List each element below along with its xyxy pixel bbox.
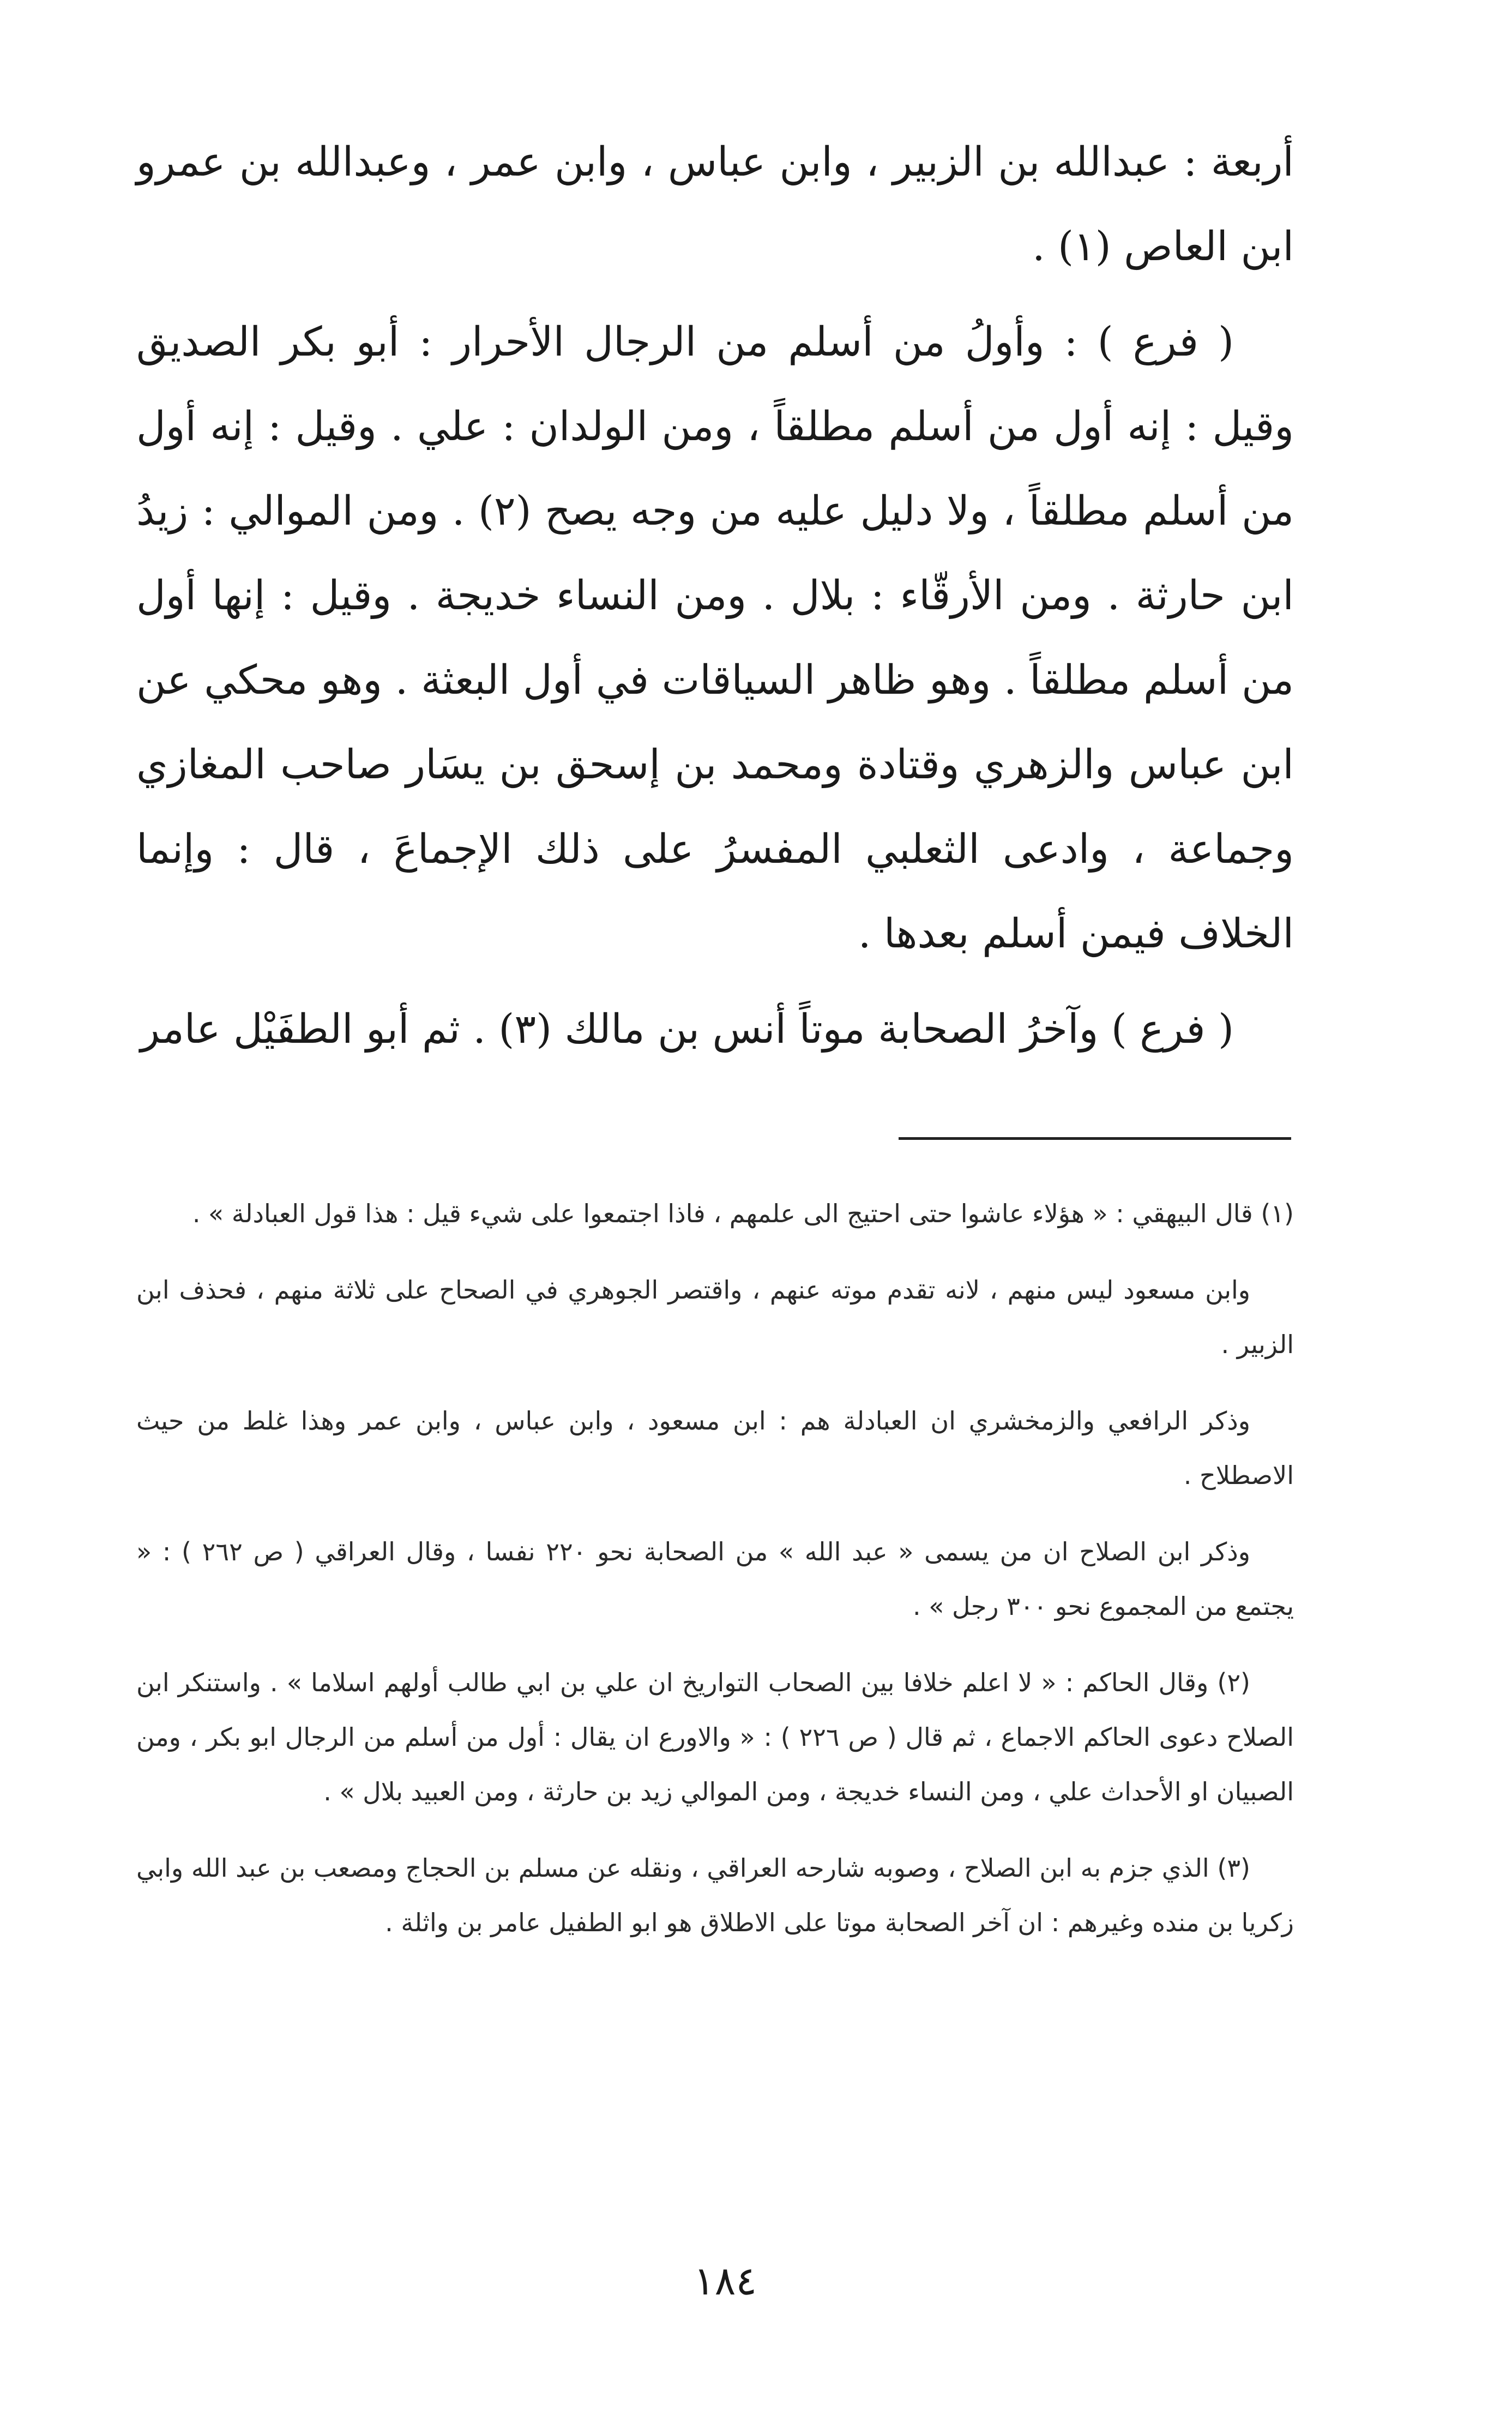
- footnote-1-continued-1: وابن مسعود ليس منهم ، لانه تقدم موته عنهم ، واقتصر الجوهري في الصحاح على ثلاثة منهم ، فحذف ابن الزبير .: [136, 1275, 1294, 1359]
- paragraph-2: ( فرع ) : وأولُ من أسلم من الرجال الأحرار : أبو بكر الصديق وقيل : إنه أول من أسلم مطلقاً ، ومن الولدان : علي . وقيل : إنه أول من أسلم مطلقاً ، ولا دليل عليه من وجه يصح (٢) . ومن الموالي : زيدُ ابن حارثة . ومن الأرقّاء : بلال . ومن النساء خديجة . وقيل : إنها أول من أسلم مطلقاً . وهو ظاهر السياقات في أول البعثة . وهو محكي عن ابن عباس والزهري وقتادة ومحمد بن إسحق بن يسَار صاحب المغازي وجماعة ، وادعى الثعلبي المفسرُ على ذلك الإجماعَ ، قال : وإنما الخلاف فيمن أسلم بعدها .: [136, 319, 1294, 957]
- main-text-body: [136, 120, 1294, 1083]
- footnote-divider: [899, 1137, 1291, 1140]
- page-number: ١٨٤: [693, 2258, 757, 2304]
- footnote-1: (١) قال البيهقي : « هؤلاء عاشوا حتى احتيج الى علمهم ، فاذا اجتمعوا على شيء قيل : هذا قول العبادلة » .: [192, 1199, 1294, 1228]
- footnote-3: (٣) الذي جزم به ابن الصلاح ، وصوبه شارحه العراقي ، ونقله عن مسلم بن الحجاج ومصعب بن عبد الله وابي زكريا بن منده وغيرهم : ان آخر الصحابة موتا على الاطلاق هو ابو الطفيل عامر بن واثلة .: [136, 1853, 1294, 1937]
- footnotes-section: [136, 1186, 1294, 1972]
- paragraph-3: ( فرع ) وآخرُ الصحابة موتاً أنس بن مالك (٣) . ثم أبو الطفَيْل عامر: [140, 1006, 1234, 1053]
- footnote-1-continued-3: وذكر ابن الصلاح ان من يسمى « عبد الله » من الصحابة نحو ٢٢٠ نفسا ، وقال العراقي ( ص ٢٦٢ ) : « يجتمع من المجموع نحو ٣٠٠ رجل » .: [136, 1537, 1294, 1621]
- paragraph-1: أربعة : عبدالله بن الزبير ، وابن عباس ، وابن عمر ، وعبدالله بن عمرو ابن العاص (١) .: [136, 139, 1294, 270]
- footnote-2: (٢) وقال الحاكم : « لا اعلم خلافا بين الصحاب التواريخ ان علي بن ابي طالب أولهم اسلاما » . واستنكر ابن الصلاح دعوى الحاكم الاجماع ، ثم قال ( ص ٢٢٦ ) : « والاورع ان يقال : أول من أسلم من الرجال ابو بكر ، ومن الصبيان او الأحداث علي ، ومن النساء خديجة ، ومن الموالي زيد بن حارثة ، ومن العبيد بلال » .: [136, 1668, 1294, 1806]
- footnote-1-continued-2: وذكر الرافعي والزمخشري ان العبادلة هم : ابن مسعود ، وابن عباس ، وابن عمر وهذا غلط من حيث الاصطلاح .: [136, 1406, 1294, 1490]
